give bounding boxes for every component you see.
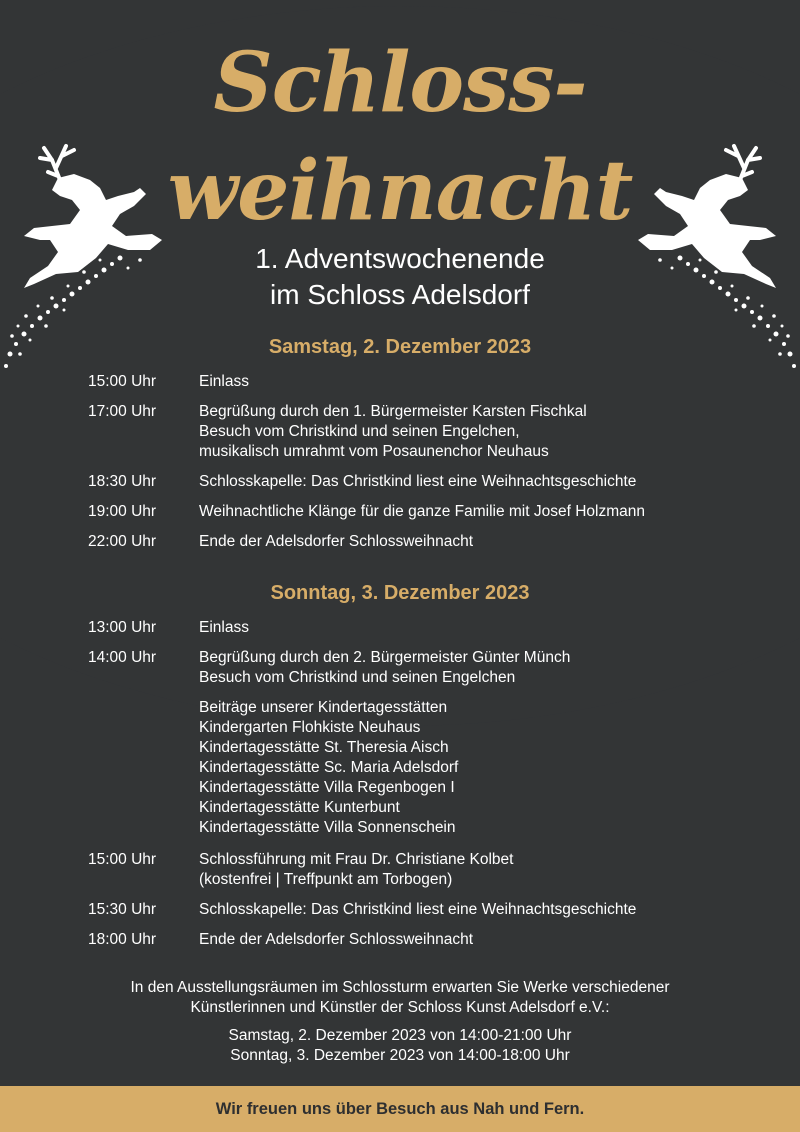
event-description <box>199 402 759 462</box>
event-time: 15:00 Uhr <box>88 373 157 390</box>
event-line: Schlosskapelle: Das Christkind liest eine Weihnachtsgeschichte <box>199 473 637 490</box>
event-line: Beiträge unserer Kindertagesstätten <box>199 699 448 716</box>
exhibition-line-2: Künstlerinnen und Künstler der Schloss Kunst Adelsdorf e.V.: <box>190 999 610 1016</box>
event-description <box>199 850 759 890</box>
footer-banner: Wir freuen uns über Besuch aus Nah und Fern. <box>215 1100 585 1118</box>
title-line-2: weihnacht <box>167 143 633 239</box>
title-line-1: Schloss- <box>213 35 587 131</box>
event-description <box>199 372 759 392</box>
event-line: Besuch vom Christkind und seinen Engelchen <box>199 669 516 686</box>
event-line: (kostenfrei | Treffpunkt am Torbogen) <box>199 871 453 888</box>
event-description <box>199 930 759 950</box>
event-time: 18:30 Uhr <box>88 473 157 490</box>
event-time: 17:00 Uhr <box>88 403 157 420</box>
event-line: Schlosskapelle: Das Christkind liest eine Weihnachtsgeschichte <box>199 901 637 918</box>
event-line: Besuch vom Christkind und seinen Engelchen, <box>199 423 520 440</box>
event-line: Kindergarten Flohkiste Neuhaus <box>199 719 421 736</box>
exhibition-line-3: Samstag, 2. Dezember 2023 von 14:00-21:00 Uhr <box>228 1027 572 1044</box>
subtitle-line-2: im Schloss Adelsdorf <box>270 279 530 310</box>
event-description <box>199 502 759 522</box>
event-description <box>199 698 759 838</box>
event-time: 22:00 Uhr <box>88 533 157 550</box>
event-line: Kindertagesstätte Villa Sonnenschein <box>199 819 456 836</box>
event-line: Schlossführung mit Frau Dr. Christiane Kolbet <box>199 851 514 868</box>
event-line: Begrüßung durch den 2. Bürgermeister Günter Münch <box>199 649 571 666</box>
event-line: Ende der Adelsdorfer Schlossweihnacht <box>199 931 473 948</box>
event-line: Kindertagesstätte Kunterbunt <box>199 799 400 816</box>
event-line: Begrüßung durch den 1. Bürgermeister Karsten Fischkal <box>199 403 587 420</box>
event-line: musikalisch umrahmt vom Posaunenchor Neuhaus <box>199 443 549 460</box>
subtitle-line-1: 1. Adventswochenende <box>255 243 545 274</box>
day-heading-sunday: Sonntag, 3. Dezember 2023 <box>270 582 530 604</box>
exhibition-line-1: In den Ausstellungsräumen im Schlossturm erwarten Sie Werke verschiedener <box>130 979 670 996</box>
event-time: 15:00 Uhr <box>88 851 157 868</box>
event-time: 19:00 Uhr <box>88 503 157 520</box>
event-time: 18:00 Uhr <box>88 931 157 948</box>
event-line: Kindertagesstätte Sc. Maria Adelsdorf <box>199 759 459 776</box>
event-line: Kindertagesstätte Villa Regenbogen I <box>199 779 455 796</box>
event-description <box>199 618 759 638</box>
event-line: Einlass <box>199 619 249 636</box>
event-time: 13:00 Uhr <box>88 619 157 636</box>
event-line: Ende der Adelsdorfer Schlossweihnacht <box>199 533 473 550</box>
event-line: Kindertagesstätte St. Theresia Aisch <box>199 739 449 756</box>
event-description <box>199 472 759 492</box>
day-heading-saturday: Samstag, 2. Dezember 2023 <box>268 336 532 358</box>
event-line: Weihnachtliche Klänge für die ganze Familie mit Josef Holzmann <box>199 503 645 520</box>
event-time: 14:00 Uhr <box>88 649 157 666</box>
event-time: 15:30 Uhr <box>88 901 157 918</box>
event-description <box>199 900 759 920</box>
event-description <box>199 648 759 688</box>
event-line: Einlass <box>199 373 249 390</box>
event-description <box>199 532 759 552</box>
exhibition-line-4: Sonntag, 3. Dezember 2023 von 14:00-18:00 Uhr <box>230 1047 570 1064</box>
